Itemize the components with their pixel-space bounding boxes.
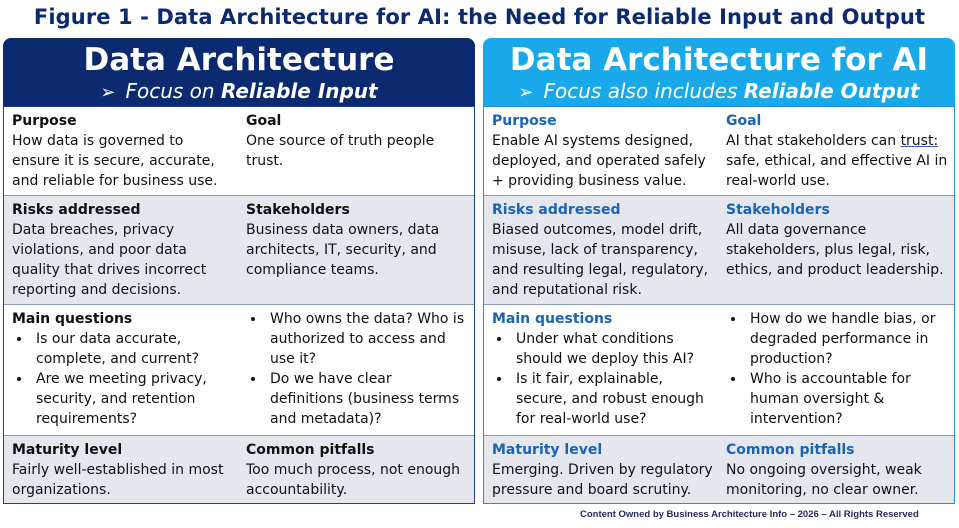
purpose-label: Purpose [492,113,557,129]
data-architecture-panel [3,38,475,504]
goal-text: One source of truth people trust. [246,133,435,169]
risks-text: Data breaches, privacy violations, and poor data quality that drives incorrect reporting and decisions. [12,222,207,298]
panel-subtitle [483,79,955,105]
panel-header [483,38,955,106]
question-item: • Are we meeting privacy, security, and retention requirements? [32,369,234,429]
panel-body [483,106,955,504]
subtitle-prefix: Focus on [125,79,215,103]
question-item: • Who is accountable for human oversight & intervention? [746,369,948,429]
questions-cell-1 [492,309,714,429]
figure-title: Figure 1 - Data Architecture for AI: the Need for Reliable Input and Output [33,5,926,29]
stakeholders-cell [726,200,948,280]
questions-list [12,329,234,429]
subtitle-bold: Reliable Input [220,79,378,103]
risks-label: Risks addressed [12,202,141,218]
risks-label: Risks addressed [492,202,621,218]
stakeholders-cell [246,200,468,280]
arrow-bullet-icon: ➢ [100,82,116,103]
stakeholders-text: All data governance stakeholders, plus legal, risk, ethics, and product leadership. [726,222,944,278]
question-item: • Under what conditions should we deploy this AI? [512,329,714,369]
purpose-label: Purpose [12,113,77,129]
purpose-cell [12,111,234,191]
panel-body [3,106,475,504]
risks-stakeholders-row [484,196,954,304]
question-item: • How do we handle bias, or degraded performance in production? [746,309,948,369]
goal-text-post: safe, ethical, and effective AI in real-world use. [726,153,948,189]
maturity-cell [492,440,714,500]
questions-row [4,305,474,435]
stakeholders-text: Business data owners, data architects, IT, security, and compliance teams. [246,222,440,278]
purpose-cell [492,111,714,191]
stakeholders-label: Stakeholders [246,202,350,218]
subtitle-prefix: Focus also includes [543,79,738,103]
maturity-text: Fairly well-established in most organizations. [12,462,224,498]
goal-label: Goal [246,113,282,129]
copyright-footer: Content Owned by Business Architecture Info – 2026 – All Rights Reserved [580,509,919,520]
stakeholders-label: Stakeholders [726,202,830,218]
purpose-goal-row [484,107,954,195]
questions-cell-1 [12,309,234,429]
questions-row [484,305,954,435]
goal-cell [246,111,468,171]
questions-list [246,309,468,429]
maturity-text: Emerging. Driven by regulatory pressure and board scrutiny. [492,462,713,498]
question-item: • Do we have clear definitions (business terms and metadata)? [266,369,468,429]
data-architecture-for-ai-panel [483,38,955,504]
questions-label: Main questions [12,311,133,327]
purpose-goal-row [4,107,474,195]
maturity-pitfalls-row [4,436,474,503]
pitfalls-label: Common pitfalls [246,442,375,458]
maturity-pitfalls-row [484,436,954,503]
questions-list [492,329,714,429]
risks-stakeholders-row [4,196,474,304]
question-item: • Who owns the data? Who is authorized to access and use it? [266,309,468,369]
pitfalls-cell [726,440,948,500]
panel-heading: Data Architecture for AI [509,42,929,78]
questions-list [726,309,948,429]
goal-cell [726,111,948,191]
risks-cell [492,200,714,300]
panel-subtitle [3,79,475,105]
questions-cell-2 [246,309,468,429]
panel-header [3,38,475,106]
questions-cell-2 [726,309,948,429]
risks-text: Biased outcomes, model drift, misuse, lack of transparency, and resulting legal, regulatory, and reputational risk. [492,222,709,298]
questions-label: Main questions [492,311,613,327]
pitfalls-cell [246,440,468,500]
maturity-label: Maturity level [12,442,123,458]
question-item: • Is it fair, explainable, secure, and robust enough for real-world use? [512,369,714,429]
goal-label: Goal [726,113,762,129]
pitfalls-label: Common pitfalls [726,442,855,458]
risks-cell [12,200,234,300]
panel-heading: Data Architecture [83,42,395,78]
maturity-label: Maturity level [492,442,603,458]
purpose-text: Enable AI systems designed, deployed, and operated safely + providing business value. [492,133,706,189]
arrow-bullet-icon: ➢ [518,82,534,103]
purpose-text: How data is governed to ensure it is secure, accurate, and reliable for business use. [12,133,218,189]
subtitle-bold: Reliable Output [743,79,920,103]
pitfalls-text: No ongoing oversight, weak monitoring, no clear owner. [726,462,922,498]
goal-text-pre: AI that stakeholders can [726,133,897,149]
question-item: • Is our data accurate, complete, and current? [32,329,234,369]
maturity-cell [12,440,234,500]
goal-text-trust: trust: [900,133,939,149]
pitfalls-text: Too much process, not enough accountability. [246,462,461,498]
